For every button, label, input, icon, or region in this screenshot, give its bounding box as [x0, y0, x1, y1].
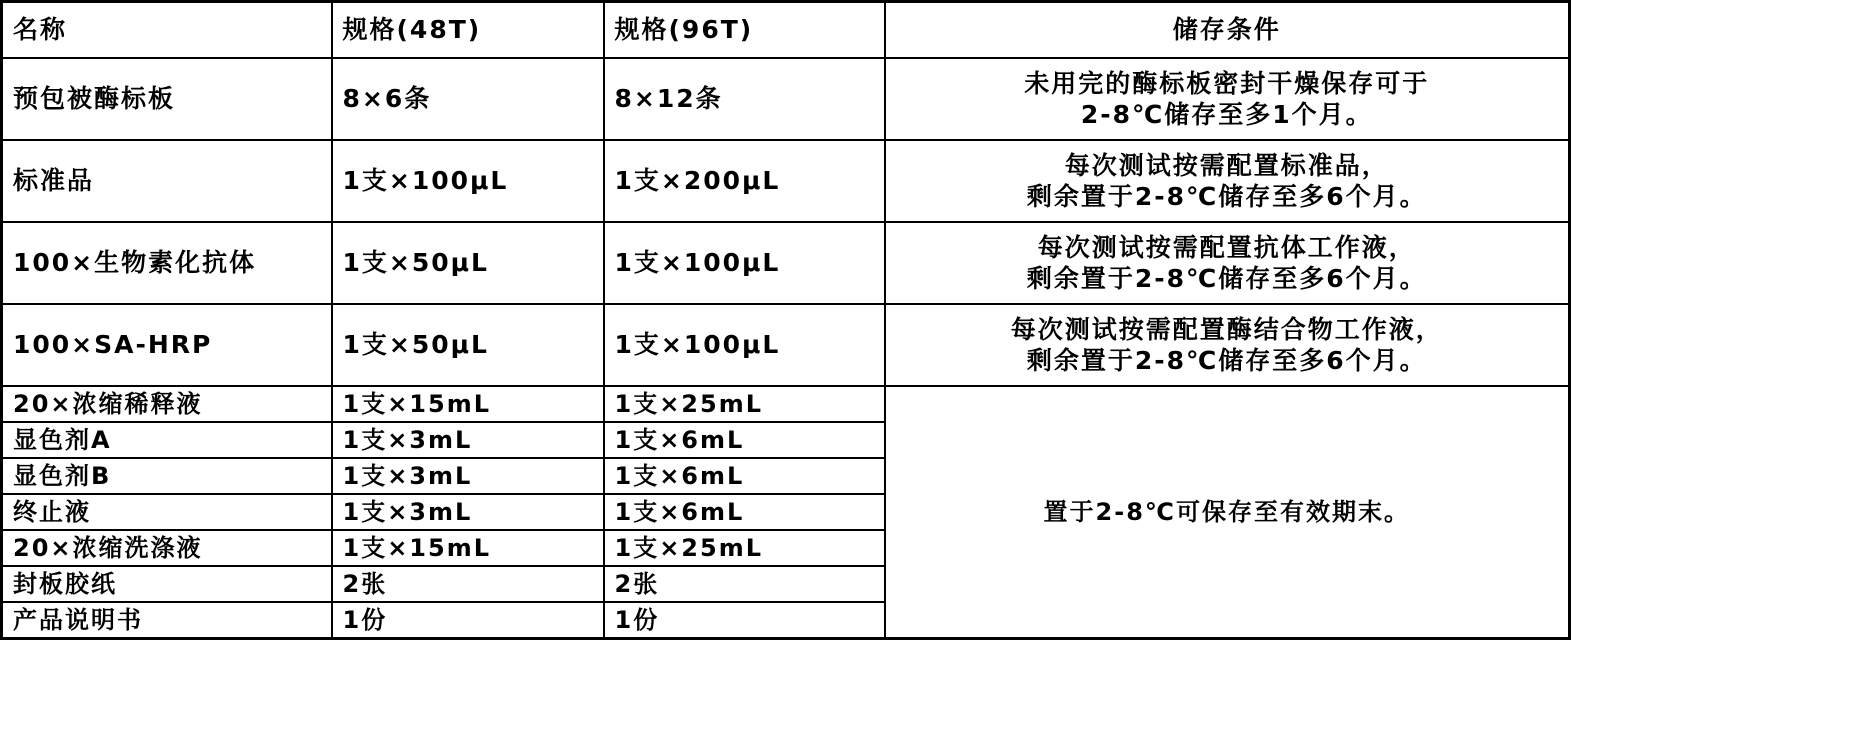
cell-spec-48t: 1份: [332, 602, 604, 639]
table-row: [2, 304, 1570, 386]
cell-spec-48t: 1支×3mL: [332, 494, 604, 530]
cell-name: 显色剂B: [2, 458, 332, 494]
cell-spec-48t: 1支×15mL: [332, 386, 604, 422]
storage-line-2: 2-8℃储存至多1个月。: [1080, 100, 1373, 129]
table-row: [2, 386, 1570, 422]
cell-spec-48t: 1支×3mL: [332, 458, 604, 494]
cell-storage: [885, 140, 1570, 222]
cell-spec-48t: 1支×100μL: [332, 140, 604, 222]
cell-storage: [885, 222, 1570, 304]
cell-spec-48t: 1支×3mL: [332, 422, 604, 458]
cell-spec-96t: 8×12条: [604, 58, 885, 140]
column-header-storage-conditions: 储存条件: [885, 2, 1570, 59]
table-row: [2, 58, 1570, 140]
cell-spec-96t: 1支×25mL: [604, 530, 885, 566]
cell-spec-96t: 1支×25mL: [604, 386, 885, 422]
cell-name: 100×生物素化抗体: [2, 222, 332, 304]
cell-spec-96t: 2张: [604, 566, 885, 602]
storage-line-1: 未用完的酶标板密封干燥保存可于: [1024, 68, 1430, 98]
cell-spec-96t: 1支×6mL: [604, 494, 885, 530]
column-header-spec-48t: 规格(48T): [332, 2, 604, 59]
cell-name: 显色剂A: [2, 422, 332, 458]
cell-spec-48t: 1支×15mL: [332, 530, 604, 566]
cell-spec-48t: 2张: [332, 566, 604, 602]
cell-name: 100×SA-HRP: [2, 304, 332, 386]
table-header-row: [2, 2, 1570, 59]
table-body: [2, 58, 1570, 639]
table-row: [2, 222, 1570, 304]
cell-spec-48t: 8×6条: [332, 58, 604, 140]
cell-spec-96t: 1支×100μL: [604, 222, 885, 304]
cell-name: 终止液: [2, 494, 332, 530]
cell-storage: [885, 304, 1570, 386]
cell-name: 封板胶纸: [2, 566, 332, 602]
cell-name: 20×浓缩洗涤液: [2, 530, 332, 566]
storage-line-1: 每次测试按需配置标准品，: [1064, 150, 1389, 180]
cell-storage: [885, 58, 1570, 140]
storage-line-2: 剩余置于2-8℃储存至多6个月。: [1026, 346, 1427, 375]
table-header: [2, 2, 1570, 59]
cell-spec-96t: 1支×6mL: [604, 458, 885, 494]
cell-spec-96t: 1支×6mL: [604, 422, 885, 458]
cell-spec-96t: 1支×200μL: [604, 140, 885, 222]
storage-line-1: 每次测试按需配置抗体工作液，: [1037, 232, 1416, 262]
cell-name: 产品说明书: [2, 602, 332, 639]
storage-line-2: 剩余置于2-8℃储存至多6个月。: [1026, 182, 1427, 211]
cell-name: 20×浓缩稀释液: [2, 386, 332, 422]
table-row: [2, 140, 1570, 222]
storage-line-2: 剩余置于2-8℃储存至多6个月。: [1026, 264, 1427, 293]
cell-name: 标准品: [2, 140, 332, 222]
column-header-name: 名称: [2, 2, 332, 59]
storage-line-1: 每次测试按需配置酶结合物工作液，: [1010, 314, 1443, 344]
cell-spec-48t: 1支×50μL: [332, 304, 604, 386]
cell-storage-merged: 置于2-8℃可保存至有效期末。: [885, 386, 1570, 639]
cell-name: 预包被酶标板: [2, 58, 332, 140]
cell-spec-96t: 1份: [604, 602, 885, 639]
cell-spec-48t: 1支×50μL: [332, 222, 604, 304]
column-header-spec-96t: 规格(96T): [604, 2, 885, 59]
cell-spec-96t: 1支×100μL: [604, 304, 885, 386]
